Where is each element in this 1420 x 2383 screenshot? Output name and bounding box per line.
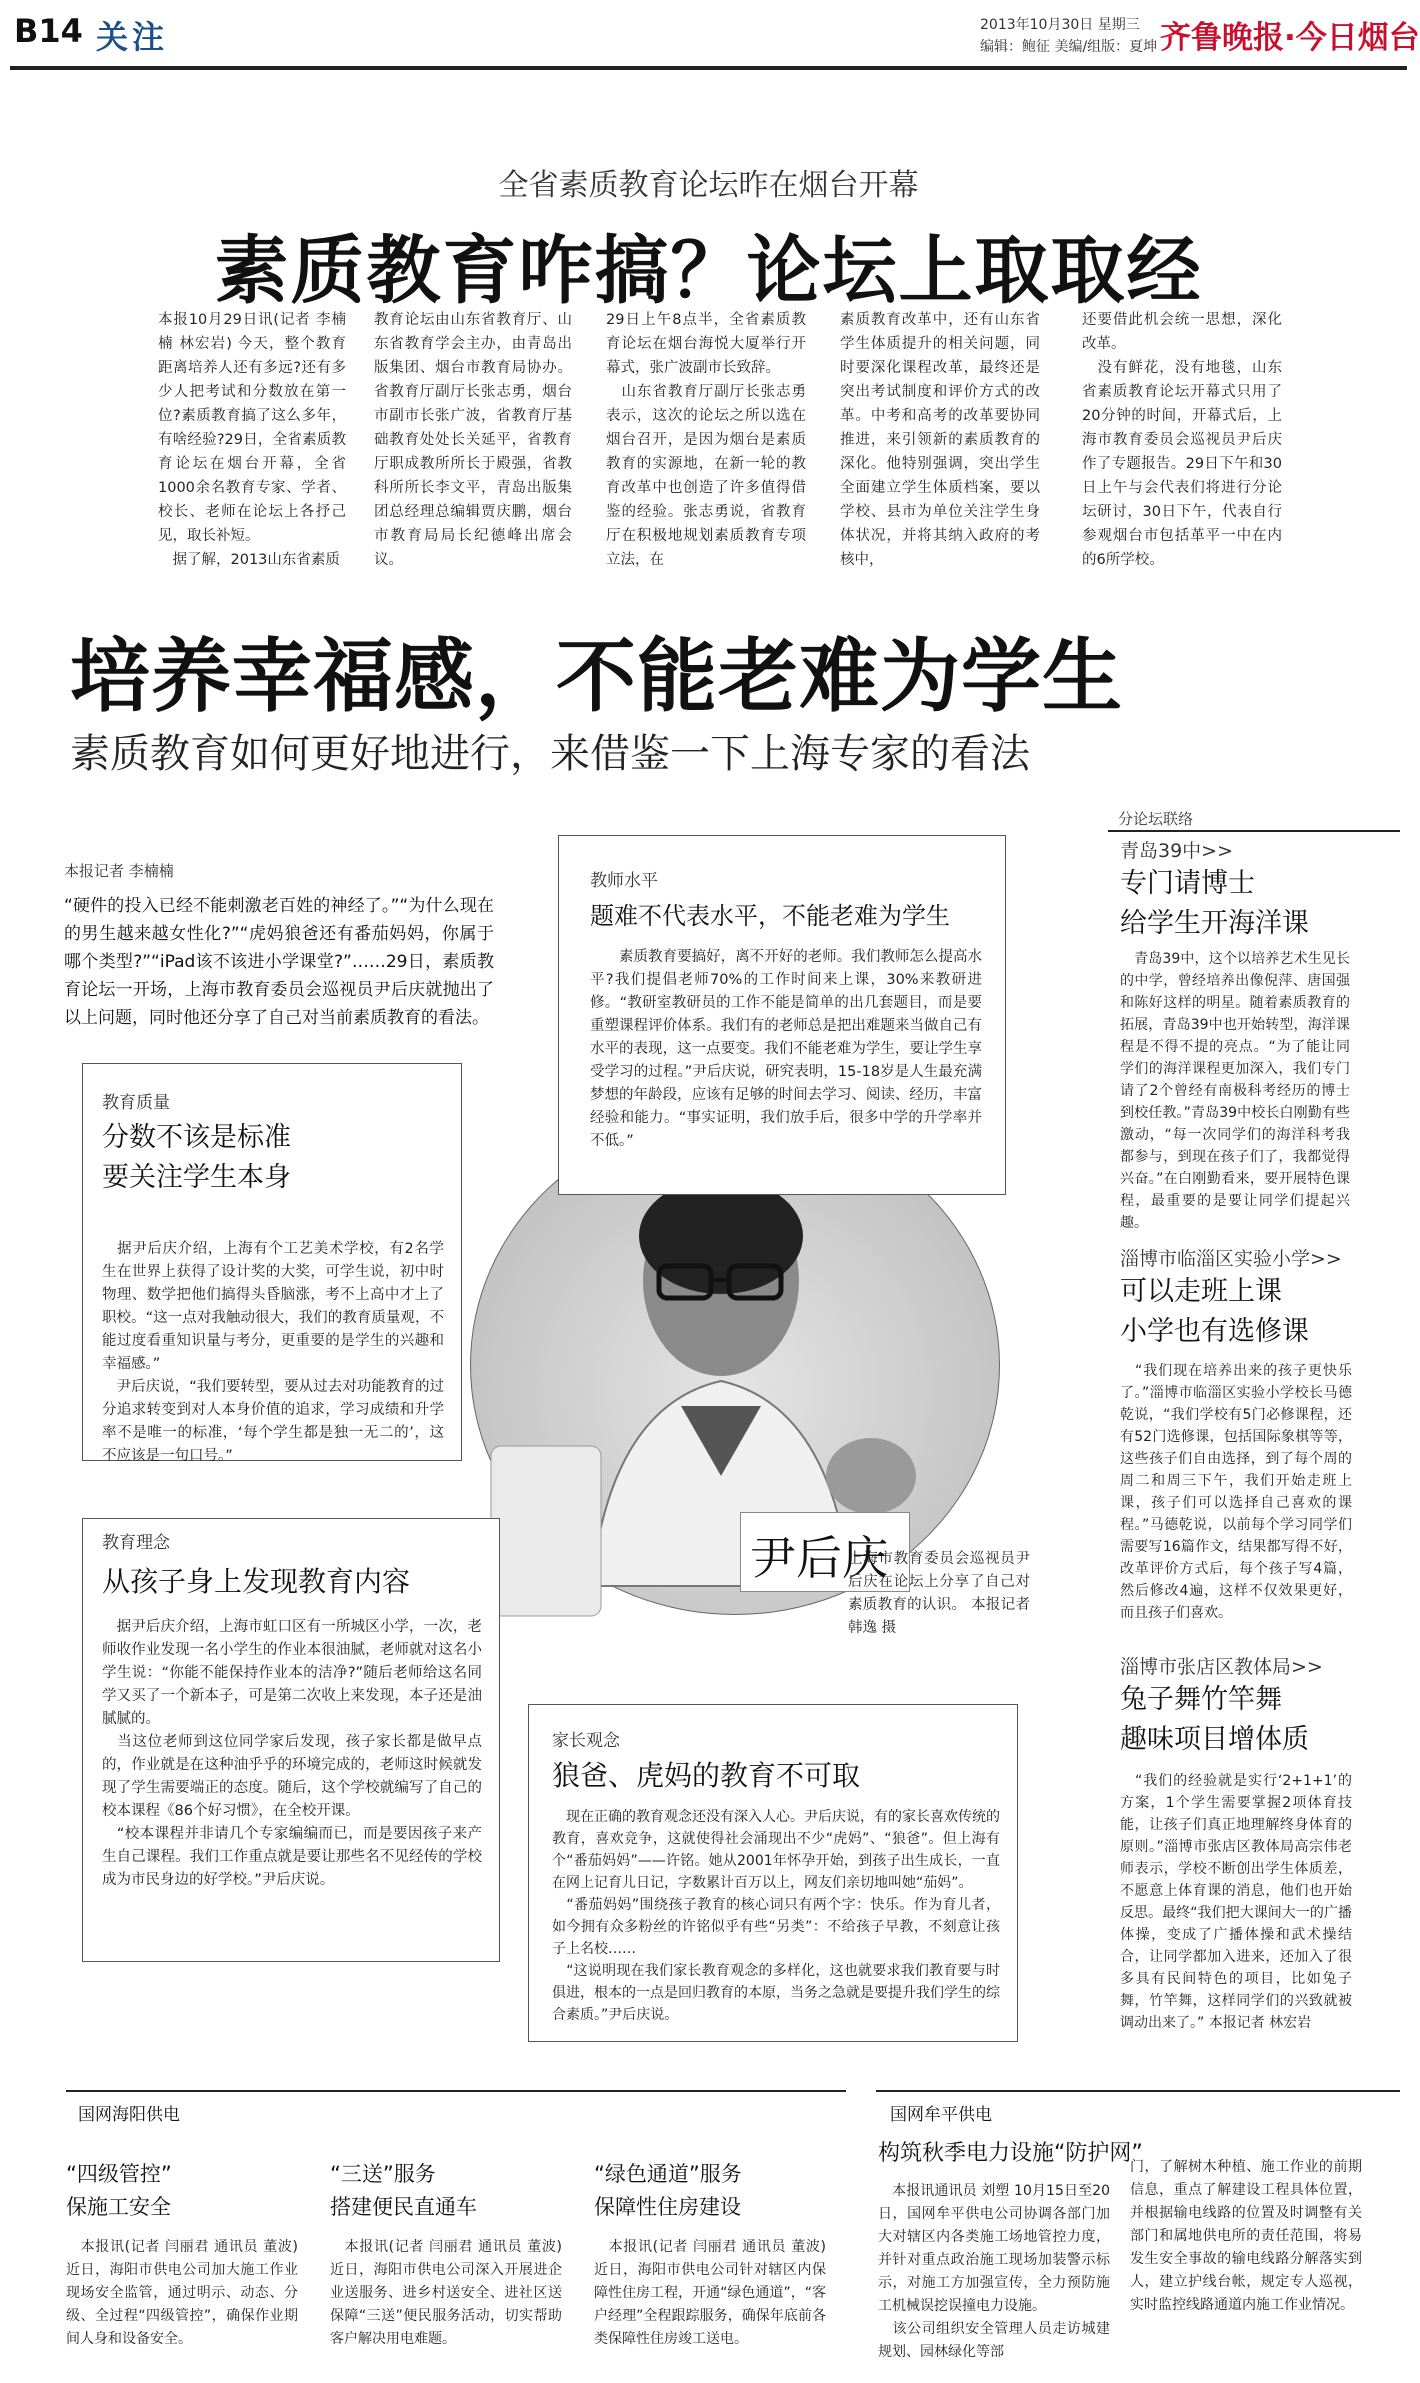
box-concept-title: 从孩子身上发现教育内容 — [102, 1565, 411, 1598]
bl-1-title: “四级管控” 保施工安全 — [66, 2162, 172, 2219]
box-parent-title: 狼爸、虎妈的教育不可取 — [552, 1759, 861, 1792]
box-teacher-title: 题难不代表水平，不能老难为学生 — [590, 902, 950, 930]
page-header — [0, 0, 1420, 80]
nameplate-text: 尹后庆 — [750, 1531, 888, 1585]
story1-col-1: 本报10月29日讯(记者 李楠楠 林宏岩) 今天，整个教育距离培养人还有多远?还有多少人把考试和分数放在第一位?素质教育搞了这么多年，有啥经验?29日，全省素质教育论坛在烟台开幕，全省1000余名教育专家、学者、校长、老师在论坛上各抒己见，取长补短。 据了解，2013山东省素质 — [158, 312, 346, 568]
box-quality-body: 据尹后庆介绍，上海有个工艺美术学校，有2名学生在世界上获得了设计奖的大奖，可学生说，初中时物理、数学把他们搞得头昏脑涨，考不上高中才上了职校。“这一点对我触动很大，我们的教育质量观，不能过度看重知识量与考分，更重要的是学生的兴趣和幸福感。” 尹后庆说，“我们要转型，要从过去对功能教育的过分追求转变到对人本身价值的追求，学习成绩和升学率不是唯一的标准，‘每个学生都是独一无二的’，这不应该是一句口号。” — [102, 1241, 444, 1464]
story2-byline: 本报记者 李楠楠 — [64, 862, 174, 880]
sidebar-1-body: 青岛39中，这个以培养艺术生见长的中学，曾经培养出像倪萍、唐国强和陈好这样的明星。随着素质教育的拓展，青岛39中也开始转型，海洋课程是不得不提的亮点。“为了能让同学们的海洋课程更加深入，我们专门请了2个曾经有南极科考经历的博士到校任教。”青岛39中校长白刚勤有些激动，“每一次同学们的海洋科考我都参与，到现在孩子们了，我都觉得兴奋。”在白刚勤看来，要开展特色课程，最重要的是要让同学们提起兴趣。 — [1120, 951, 1350, 1231]
bottom-right-label: 国网牟平供电 — [890, 2105, 992, 2125]
story2-subhead: 素质教育如何更好地进行，来借鉴一下上海专家的看法 — [70, 731, 1030, 777]
story1-kicker: 全省素质教育论坛昨在烟台开幕 — [498, 168, 919, 203]
box-parent-tag: 家长观念 — [552, 1731, 620, 1751]
bl-1-body: 本报讯(记者 闫丽君 通讯员 董波) 近日，海阳市供电公司加大施工作业现场安全监管，通过明示、动态、分级、全过程“四级管控”，确保作业期间人身和设备安全。 — [66, 2239, 298, 2347]
br-col-1: 本报讯通讯员 刘塑 10月15日至20日，国网牟平供电公司协调各部门加大对辖区内各类施工场地管控力度，并针对重点政治施工现场加装警示标示，对施工方加强宣传，全力预防施工机械误挖误撞电力设施。 该公司组织安全管理人员走访城建规划、园林绿化等部 — [878, 2183, 1110, 2360]
box-parent-body: 现在正确的教育观念还没有深入人心。尹后庆说，有的家长喜欢传统的教育，喜欢竞争，这就使得社会涌现出不少“虎妈”、“狼爸”。但上海有个“番茄妈妈”——许铭。她从2001年怀孕开始，到孩子出生成长，一直在网上记育儿日记，字数累计百万以上，网友们亲切地叫她“茄妈”。 “番茄妈妈”围绕孩子教育的核心词只有两个字：快乐。作为育儿者，如今拥有众多粉丝的许铭似乎有些“另类”：不给孩子早教，不刻意让孩子上名校…… “这说明现在我们家长教育观念的多样化，这也就要求我们教育要与时俱进，根本的一点是回归教育的本原，当务之急就是要提升我们学生的综合素质。”尹后庆说。 — [552, 1809, 1000, 2023]
bottom-left-label: 国网海阳供电 — [78, 2105, 180, 2125]
story1-col-4: 素质教育改革中，还有山东省学生体质提升的相关问题，同时要深化课程改革，最终还是突出考试制度和评价方式的改革。中考和高考的改革要协同推进，来引领新的素质教育的深化。他特别强调，突出学生全面建立学生体质档案，要以学校、县市为单位关注学生身体状况，并将其纳入政府的考核中， — [840, 312, 1040, 568]
bl-2-body: 本报讯(记者 闫丽君 通讯员 董波) 近日，海阳市供电公司深入开展进企业送服务、进乡村送安全、进社区送保障“三送”便民服务活动，切实帮助客户解决用电难题。 — [330, 2239, 562, 2347]
story2-intro: “硬件的投入已经不能刺激老百姓的神经了。”“为什么现在的男生越来越女性化?”“虎妈狼爸还有番茄妈妈，你属于哪个类型?”“iPad该不该进小学课堂?”……29日，素质教育论坛一开场，上海市教育委员会巡视员尹后庆就抛出了以上问题，同时他还分享了自己对当前素质教育的看法。 — [64, 896, 494, 1028]
sidebar-label: 分论坛联络 — [1118, 810, 1194, 828]
sidebar-3-title: 兔子舞竹竿舞 趣味项目增体质 — [1120, 1684, 1309, 1755]
sidebar-1-school: 青岛39中>> — [1120, 840, 1234, 862]
story1-col-5: 还要借此机会统一思想，深化改革。 没有鲜花，没有地毯，山东省素质教育论坛开幕式只用了20分钟的时间，开幕式后，上海市教育委员会巡视员尹后庆作了专题报告。29日下午和30日上午与会代表们将进行分论坛研讨，30日下午，代表自行参观烟台市包括革平一中在内的6所学校。 — [1082, 312, 1282, 568]
story1-col-3: 29日上午8点半，全省素质教育论坛在烟台海悦大厦举行开幕式，张广波副市长致辞。 山东省教育厅副厅长张志勇表示，这次的论坛之所以选在烟台召开，是因为烟台是素质教育的实源地，在新一轮的教育改革中也创造了许多值得借鉴的经验。张志勇说，省教育厅在积极地规划素质教育专项立法，在 — [606, 312, 806, 568]
sidebar-2-title: 可以走班上课 小学也有选修课 — [1120, 1276, 1309, 1347]
page-code: B14 — [14, 12, 83, 50]
br-col-2: 门，了解树木种植、施工作业的前期信息，重点了解建设工程具体位置，并根据输电线路的位置及时调整有关部门和属地供电所的责任范围，将易发生安全事故的输电线路分解落实到人，建立护线台帐，规定专人巡视，实时监控线路通道内施工作业情况。 — [1130, 2159, 1362, 2313]
sidebar-2-body: “我们现在培养出来的孩子更快乐了。”淄博市临淄区实验小学校长马德乾说，“我们学校有5门必修课程，还有52门选修课，包括国际象棋等等，这些孩子们自由选择，到了每个周的周二和周三下午，我们开始走班上课，孩子们可以选择自己喜欢的课程。”马德乾说，以前每个学习同学们需要写16篇作文，结果都写得不好，改革评价方式后，每个孩子写4篇，然后修改4遍，这样不仅效果更好，而且孩子们喜欢。 — [1120, 1363, 1352, 1621]
story2-headline: 培养幸福感，不能老难为学生 — [70, 630, 1123, 723]
box-concept-tag: 教育理念 — [102, 1533, 170, 1553]
editor-credits: 编辑：鲍征 美编/组版：夏坤 — [980, 39, 1158, 55]
bl-3-body: 本报讯(记者 闫丽君 通讯员 董波) 近日，海阳市供电公司针对辖区内保障性住房工程，开通“绿色通道”，“客户经理”全程跟踪服务，确保年底前各类保障性住房竣工送电。 — [594, 2239, 826, 2347]
bottom-right-title: 构筑秋季电力设施“防护网” — [878, 2141, 1143, 2166]
story1-col-2: 教育论坛由山东省教育厅、山东省教育学会主办，由青岛出版集团、烟台市教育局协办。省教育厅副厅长张志勇，烟台市副市长张广波，省教育厅基础教育处处长关延平，省教育厅职成教所所长于殿强，省教科所所长李文平，青岛出版集团总经理总编辑贾庆鹏，烟台市教育局局长纪德峰出席会议。 — [374, 312, 572, 568]
bl-2-title: “三送”服务 搭建便民直通车 — [330, 2162, 477, 2219]
box-quality-title: 分数不该是标准 要关注学生本身 — [102, 1122, 291, 1193]
box-teacher-tag: 教师水平 — [590, 871, 658, 891]
bottom-right-rule — [876, 2090, 1400, 2092]
photo-caption: 上海市教育委员会巡视员尹后庆在论坛上分享了自己对素质教育的认识。 本报记者 韩逸 摄 — [848, 1551, 1030, 1636]
sidebar-2-school: 淄博市临淄区实验小学>> — [1120, 1248, 1342, 1270]
box-concept-body: 据尹后庆介绍，上海市虹口区有一所城区小学，一次，老师收作业发现一名小学生的作业本很油腻，老师就对这名小学生说：“你能不能保持作业本的洁净?”随后老师给这名同学又买了一个新本子，可是第二次收上来发现，本子还是油腻腻的。 当这位老师到这位同学家后发现，孩子家长都是做早点的，作业就是在这种油乎乎的环境完成的，老师这时候就发现了学生需要端正的态度。随后，这个学校就编写了自己的校本课程《86个好习惯》，在全校开课。 “校本课程并非请几个专家编编而已，而是要因孩子来产生自己课程。我们工作重点就是要让那些名不见经传的学校成为市民身边的好学校。”尹后庆说。 — [102, 1619, 482, 1888]
box-teacher-body: 素质教育要搞好，离不开好的老师。我们教师怎么提高水平?我们提倡老师70%的工作时间来上课，30%来教研进修。“教研室教研员的工作不能是简单的出几套题目，而是要重塑课程评价体系。我们有的老师总是把出难题来当做自己有水平的表现，这一点要变。我们不能老难为学生，要让学生享受学习的过程。”尹后庆说，研究表明，15-18岁是人生最充满梦想的年龄段，应该有足够的时间去学习、阅读、经历，丰富经验和能力。“事实证明，我们放手后，很多中学的升学率并不低。” — [590, 949, 982, 1149]
section-name: 关注 — [96, 18, 169, 56]
box-quality-tag: 教育质量 — [102, 1093, 170, 1113]
header-rule — [10, 66, 1407, 70]
bottom-left-rule — [66, 2090, 846, 2092]
story1-headline: 素质教育咋搞？论坛上取取经 — [214, 228, 1203, 314]
sidebar-3-school: 淄博市张店区教体局>> — [1120, 1656, 1323, 1678]
sidebar-1-title: 专门请博士 给学生开海洋课 — [1120, 868, 1309, 939]
sidebar-rule-top — [1108, 830, 1400, 832]
bl-3-title: “绿色通道”服务 保障性住房建设 — [594, 2162, 742, 2219]
sidebar-3-body: “我们的经验就是实行‘2+1+1’的方案，1个学生需要掌握2项体育技能，让孩子们真正地理解终身体育的原则。”淄博市张店区教体局高宗伟老师表示，学校不断创出学生体质差，不愿意上体育课的消息，他们也开始反思。最终“我们把大课间大一的广播体操，变成了广播体操和武术操结合，让同学都加入进来，还加入了很多具有民间特色的项目，比如兔子舞，竹竿舞，这样同学们的兴致就被调动出来了。” 本报记者 林宏岩 — [1120, 1773, 1352, 2031]
issue-date: 2013年10月30日 星期三 — [980, 17, 1140, 33]
masthead-logo: 齐鲁晚报·今日烟台 — [1160, 20, 1420, 56]
